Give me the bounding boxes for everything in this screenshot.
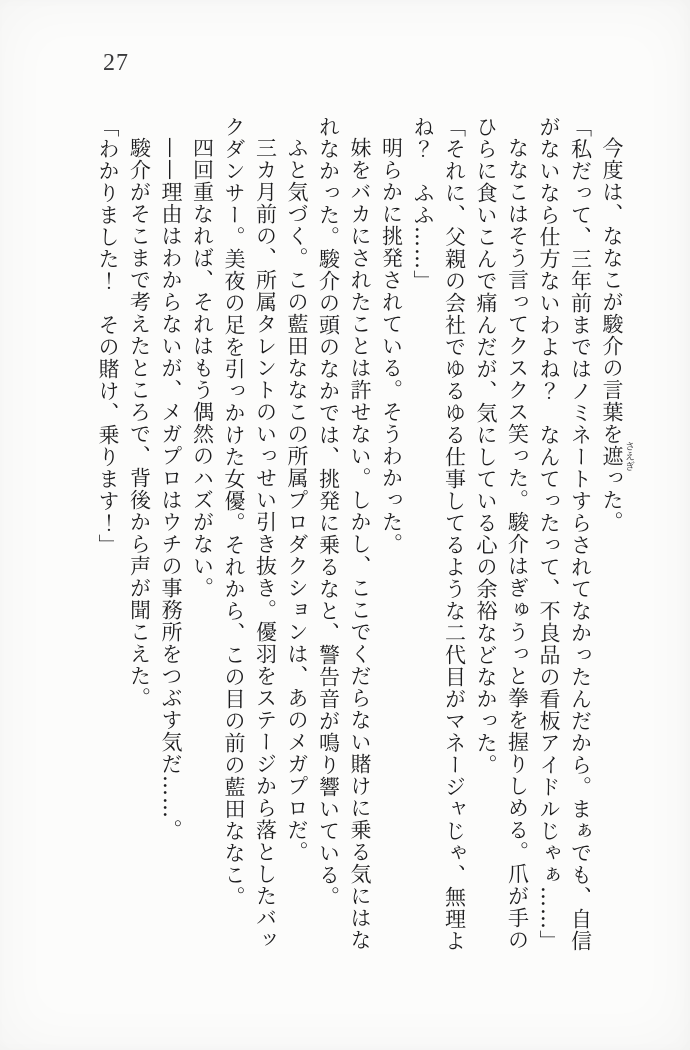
paragraph: 「わかりました！ その賭け、乗ります！」 [96,116,120,556]
page-text [92,116,634,954]
paragraph: 三カ月前の、所属タレントのいっせい引き抜き。優羽をステージから落としたバックダンサー。美夜の足を引っかけた女優。それから、この目の前の藍田ななこ。 [222,116,278,951]
paragraph: 四回重なれば、それはもう偶然のハズがない。 [190,137,215,599]
paragraph: ——理由はわからないが、メガプロはウチの事務所をつぶす気だ……。 [159,137,183,841]
paragraph: ななこはそう言ってクスクス笑った。駿介はぎゅうっと拳を握りしめる。爪が手のひらに食いこんで痛んだが、気にしている心の余裕などなかった。 [474,116,530,951]
paragraph: 「それに、父親の会社でゆるゆる仕事してるような二代目がマネージャじゃ、無理よね？ ふふ……」 [411,116,467,952]
paragraph: 「私だって、三年前まではノミネートすらされてなかったんだから。まぁでも、自信がないなら仕方ないわよね？ なんてったって、不良品の看板アイドルじゃぁ……」 [537,116,593,952]
paragraph: 今度は、ななこが駿介の言葉を遮さえぎった。 [600,137,634,533]
page-number: 27 [103,50,129,76]
paragraph: 妹をバカにされたことは許せない。しかし、ここでくだらない賭けに乗る気にはなれなかった。駿介の頭のなかでは、挑発に乗るなと、警告音が鳴り響いている。 [316,116,372,951]
paragraph: ふと気づく。この藍田ななこの所属プロダクションは、あのメガプロだ。 [285,137,309,863]
paragraph: 駿介がそこまで考えたところで、背後から声が聞こえた。 [127,137,152,709]
paragraph: 明らかに挑発されている。そうわかった。 [379,137,404,555]
ruby-annotated-word: 遮さえぎ [600,441,634,471]
